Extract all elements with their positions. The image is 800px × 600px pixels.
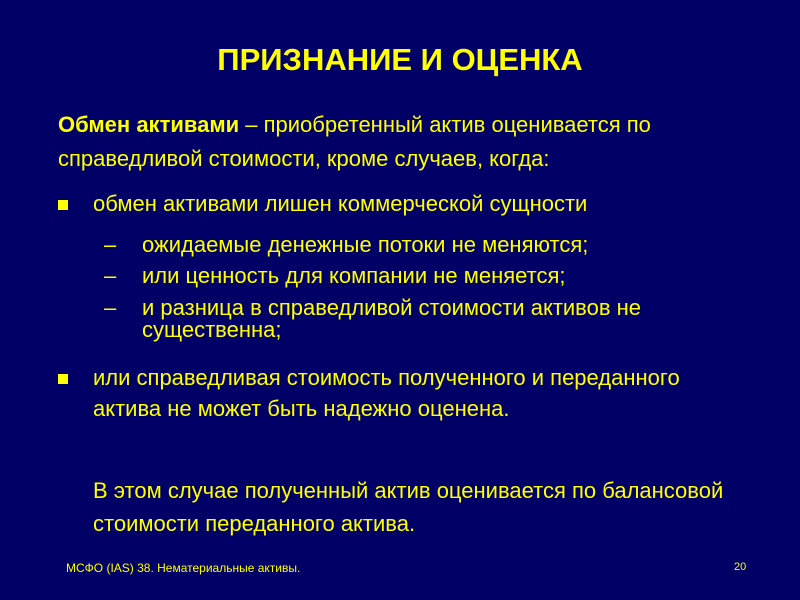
dash-icon: – <box>104 263 117 288</box>
intro-paragraph <box>58 108 758 176</box>
bullet-commercial-substance: обмен активами лишен коммерческой сущности <box>93 191 588 216</box>
note-paragraph: В этом случае полученный актив оценивается по балансовой стоимости переданного актива. <box>93 478 724 536</box>
dash-icon: – <box>104 232 117 257</box>
slide-title: ПРИЗНАНИЕ И ОЦЕНКА <box>217 42 583 77</box>
bullet-fair-value-unreliable: или справедливая стоимость полученного и переданного актива не может быть надежно оценена. <box>93 365 680 421</box>
page-number: 20 <box>734 561 747 573</box>
sub-item-cash-flows: ожидаемые денежные потоки не меняются; <box>142 232 589 257</box>
bullet-square-icon <box>58 200 68 210</box>
dash-icon: – <box>104 295 117 320</box>
intro-term: Обмен активами <box>58 112 240 137</box>
intro-text: – приобретенный актив оценивается по справедливой стоимости, кроме случаев, когда: <box>58 112 651 171</box>
sub-item-value: или ценность для компании не меняется; <box>142 263 566 288</box>
sub-item-fair-value-difference: и разница в справедливой стоимости активов не существенна; <box>142 295 642 342</box>
bullet-square-icon <box>58 374 68 384</box>
footer-text: МСФО (IAS) 38. Нематериальные активы. <box>66 561 301 575</box>
